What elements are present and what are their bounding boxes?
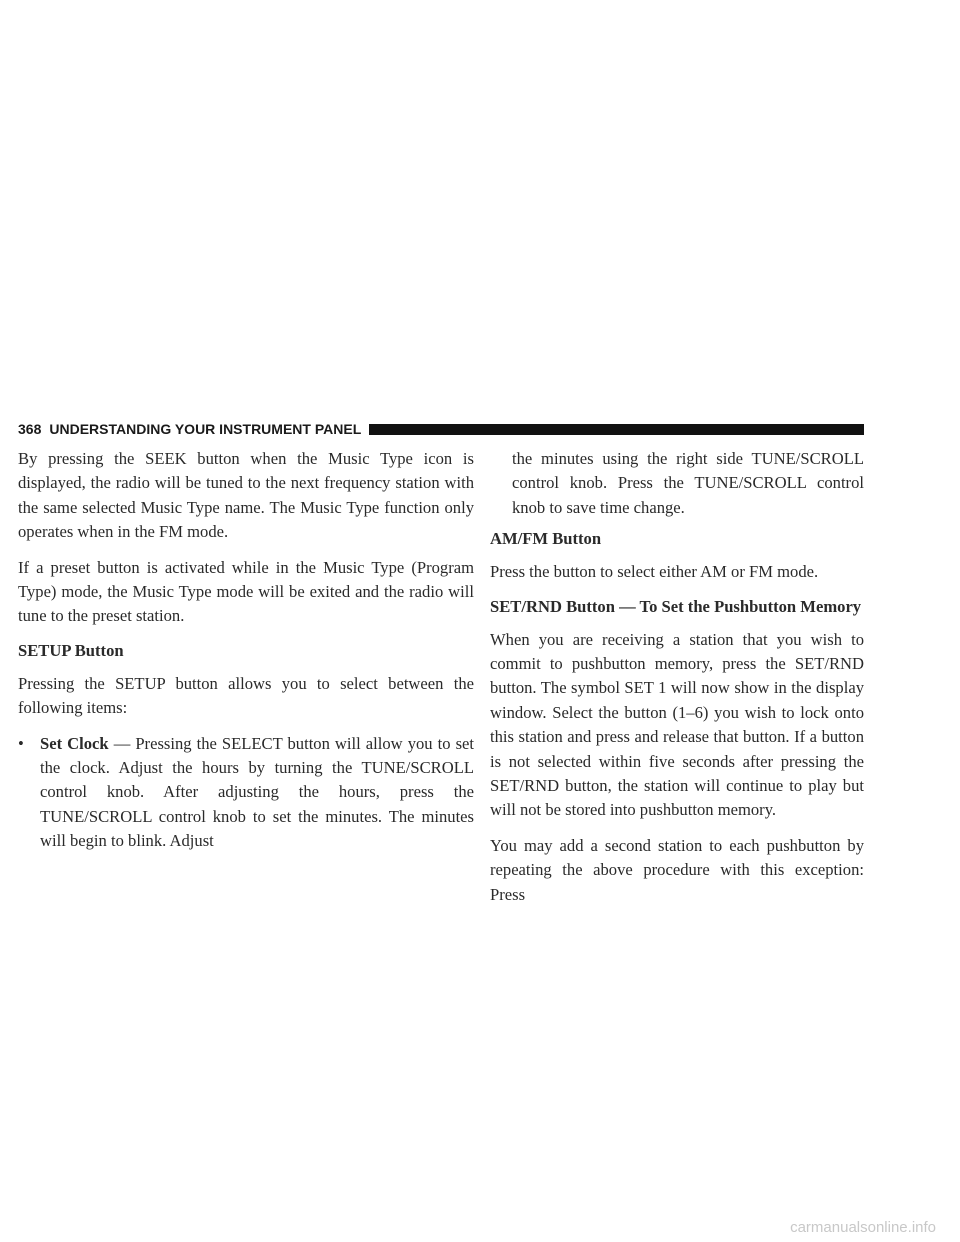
heading-setup-button: SETUP Button bbox=[18, 640, 124, 660]
bullet-text-set-clock: — Pressing the SELECT button will allow you to set the clock. Adjust the hours by turning the TUNE/SCROLL control knob. After adjusting the hours, press the TUNE/SCROLL control knob to set the minutes. The minutes will begin to blink. Adjust bbox=[40, 733, 474, 851]
heading-am-fm-button: AM/FM Button bbox=[490, 529, 602, 549]
paragraph-am-fm: Press the button to select either AM or FM mode. bbox=[490, 562, 819, 582]
paragraph-setup-intro: Pressing the SETUP button allows you to select between the following items: bbox=[18, 673, 474, 718]
section-title: UNDERSTANDING YOUR INSTRUMENT PANEL bbox=[49, 421, 362, 437]
page-header bbox=[18, 418, 864, 440]
left-column bbox=[18, 447, 474, 854]
bullet-icon: • bbox=[18, 733, 24, 753]
heading-set-rnd-button: SET/RND Button — To Set the Pushbutton Memory bbox=[490, 596, 862, 616]
bullet-term-set-clock: Set Clock bbox=[40, 733, 109, 753]
paragraph-set-clock-continued: the minutes using the right side TUNE/SCROLL control knob. Press the TUNE/SCROLL control knob to save time change. bbox=[512, 449, 864, 517]
footer-watermark: carmanualsonline.info bbox=[790, 1219, 936, 1236]
paragraph-set-rnd: When you are receiving a station that you wish to commit to pushbutton memory, press the SET/RND button. The symbol SET 1 will now show in the display window. Select the button (1–6) you wish to lock onto this station and press and release that button. If a button is not selected within five seconds after pressing the SET/RND button, the station will continue to play but will not be stored into pushbutton memory. bbox=[490, 629, 864, 820]
right-column bbox=[490, 447, 864, 918]
paragraph-preset-button: If a preset button is activated while in the Music Type (Program Type) mode, the Music Type mode will be exited and the radio will tune to the preset station. bbox=[18, 557, 474, 626]
paragraph-seek-music-type: By pressing the SEEK button when the Music Type icon is displayed, the radio will be tuned to the next frequency station with the same selected Music Type name. The Music Type function only operates when in the FM mode. bbox=[18, 449, 474, 542]
paragraph-second-station: You may add a second station to each pushbutton by repeating the above procedure with this exception: Press bbox=[490, 835, 864, 904]
header-rule bbox=[369, 424, 864, 435]
bullet-set-clock bbox=[18, 732, 474, 854]
page-number: 368 bbox=[18, 421, 42, 437]
